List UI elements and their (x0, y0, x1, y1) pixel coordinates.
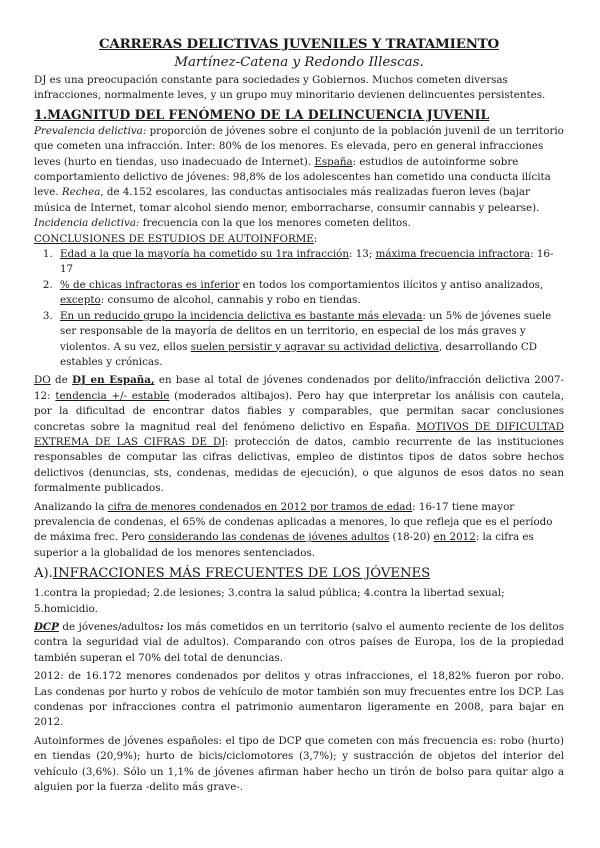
infracciones-list-line: 1.contra la propiedad; 2.de lesiones; 3.contra la salud pública; 4.contra la libertad sexual; 5.homicidio. (34, 587, 505, 615)
list-item (56, 278, 564, 309)
prevalencia-paragraph (34, 124, 564, 216)
do-paragraph (34, 373, 564, 496)
incidencia-label: Incidencia delictiva: (34, 217, 140, 230)
list-item-key: excepto (60, 294, 101, 307)
section-a-heading (34, 565, 564, 583)
analisis-key: en 2012 (433, 531, 476, 544)
list-item-key: suelen persistir y agravar su actividad delictiva (190, 340, 439, 353)
conclusiones-list (34, 247, 564, 370)
prevalencia-text-3: , de 4.152 escolares, las conductas antisociales más realizadas fueron leves (bajar música de Internet, tomar alcohol siendo menor, emborracharse, consumir cannabis y pelearse). (34, 186, 540, 214)
espana-label: España (314, 155, 353, 168)
dcp-text: de jóvenes/adultos (58, 621, 160, 633)
document-authors: Martínez-Catena y Redondo Illescas. (174, 55, 424, 70)
list-item-key: Edad a la que la mayoría ha cometido su 1ra infracción (60, 248, 349, 261)
document-title: CARRERAS DELICTIVAS JUVENILES Y TRATAMIENTO (98, 36, 500, 52)
list-item-key: máxima frecuencia infractora (375, 248, 531, 261)
rechea-label: Rechea (61, 186, 101, 199)
prevalencia-text-2: : estudios de autoinforme sobre comportamiento delictivo de jóvenes: 98,8% de los adolescentes han cometido una conducta ilícita leve. (34, 155, 551, 199)
do-text: (moderados altibajos). Pero hay que interpretar los análisis con cautela, por la dificultad de encontrar datos fiables y comparables, que permitan sacar conclusiones concretas sobre la magnitud real del fenómeno delictivo en España. (34, 389, 564, 433)
section-a-heading-text: INFRACCIONES MÁS FRECUENTES DE LOS JÓVENES (52, 566, 431, 582)
analisis-text: (18-20) (389, 531, 434, 544)
list-item-text: en todos los comportamientos ilícitos y antiso analizados, (239, 278, 544, 291)
analisis-text: : 16-17 tiene mayor prevalencia de condenas, el 65% de condenas aplicadas a menores, lo que refleja que es el período de máxima frec. Pero (34, 500, 553, 544)
prevalencia-text-1: proporción de jóvenes sobre el conjunto de la población juvenil de un territorio que cometen una infracción. Inter: 80% de los menores. Es elevada, pero en general infracciones leves (hurto en tiendas, uso inadecuado de Internet). (34, 124, 564, 168)
analisis-key: cifra de menores condenados en 2012 por tramos de edad (107, 500, 413, 513)
list-item-key: En un reducido grupo la incidencia delictiva es bastante más elevada (60, 309, 423, 322)
list-item-text: , desarrollando CD estables y crónicas. (60, 340, 538, 368)
section-1-heading: 1.MAGNITUD DEL FENÓMENO DE LA DELINCUENCIA JUVENIL (34, 106, 490, 122)
conclusiones-heading (34, 232, 564, 247)
list-item-text: : 13; (348, 248, 376, 261)
dcp-colon: : (159, 621, 164, 633)
list-item-text: : 16-17 (60, 248, 554, 276)
conclusiones-heading-text: CONCLUSIONES DE ESTUDIOS DE AUTOINFORME (34, 232, 314, 245)
analisis-text: Analizando la (34, 500, 108, 513)
p2012-paragraph: 2012: de 16.172 menores condenados por delitos y otras infracciones, el 18,82% fueron por robo. Las condenas por hurto y robos de vehículo de motor también son muy frecuentes entre los DCP. Las condenas por infracciones contra el patrimonio aumentaron ligeramente en 2008, para bajar en 2012. (34, 670, 564, 729)
do-text: : protección de datos, cambio recurrente de las instituciones responsables de computar las cifras delictivas, empleo de distintos tipos de datos sobre hechos delictivos (denuncias, sts, condenas, medidas de ejecución), o que algunos de esos datos no sean formalmente publicados. (34, 435, 564, 495)
intro-paragraph: DJ es una preocupación constante para sociedades y Gobiernos. Muchos cometen diversas infracciones, normalmente leves, y un grupo muy minoritario devienen delincuentes persistentes. (34, 74, 546, 102)
section-a-prefix: A). (34, 566, 53, 582)
dcp-label: DCP (34, 621, 59, 633)
list-item-key: % de chicas infractoras es inferior (60, 278, 240, 291)
tendencia-label: tendencia +/- estable (55, 389, 170, 402)
list-item (56, 247, 564, 278)
list-item (56, 309, 564, 371)
prevalencia-label: Prevalencia delictiva: (34, 124, 147, 137)
analisis-key: considerando las condenas de jóvenes adultos (148, 531, 390, 544)
incidencia-text: frecuencia con la que los menores cometen delitos. (139, 217, 411, 230)
list-item-text: : un 5% de jóvenes suele ser responsable de la mayoría de delitos en un territorio, en especial de los más graves y violentos. A su vez, ellos (60, 309, 552, 353)
autoinformes-paragraph: Autoinformes de jóvenes españoles: el tipo de DCP que cometen con más frecuencia es: robo (hurto) en tiendas (20,9%); hurto de bicis/ciclomotores (3,7%); y sustracción de objetos del interior del vehículo (3,6%). Sólo un 1,1% de jóvenes afirman haber hecho un tirón de bolso para quitar algo a alguien por la fuerza -delito más grave-. (34, 734, 564, 794)
conclusiones-colon: : (313, 232, 318, 245)
dcp-paragraph (34, 620, 564, 666)
motivos-label: MOTIVOS DE DIFICULTAD EXTREMA DE LAS CIFRAS DE DJ (34, 420, 564, 448)
list-item-text: : consumo de alcohol, cannabis y robo en tiendas. (100, 294, 361, 307)
do-text: en base al total de jóvenes condenados por delito/infracción delictiva 2007-12: (34, 374, 564, 402)
dcp-text: los más cometidos en un territorio (salvo el aumento reciente de los delitos contra la seguridad vial de adultos). Comparando con otros países de Europa, los de la propiedad también superan el 70% del total de denuncias. (34, 621, 565, 664)
dj-espana-label: DJ en España, (72, 374, 155, 387)
do-label: DO (34, 374, 51, 387)
analisis-text: : la cifra es superior a la globalidad de los menores sentenciados. (34, 531, 534, 559)
analisis-paragraph (34, 500, 564, 562)
do-text: de (50, 374, 73, 387)
incidencia-paragraph (34, 216, 564, 231)
